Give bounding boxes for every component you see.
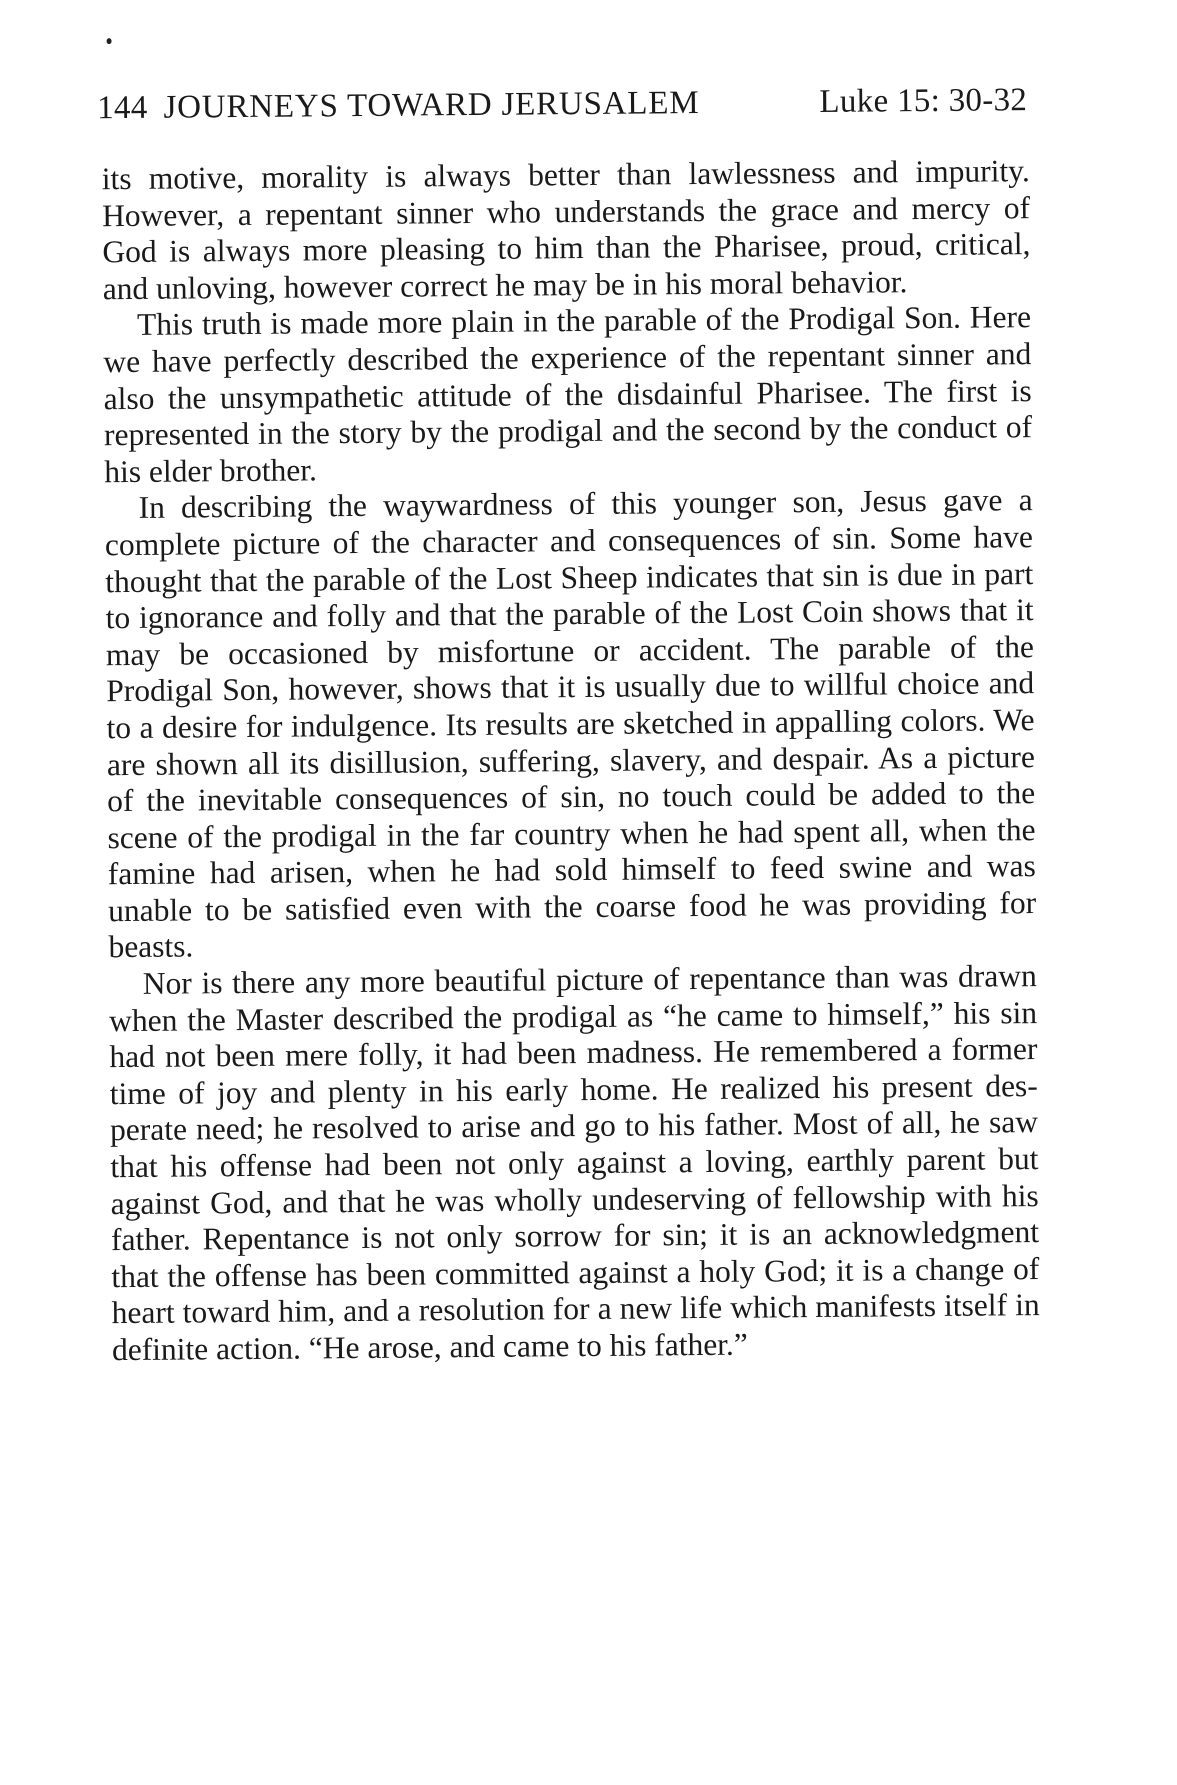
page-header xyxy=(97,80,1027,128)
paragraph-continuation: its motive, morality is always better than lawlessness and impurity. However, a repentant sinner who understands the grace and mercy of God is always more pleasing to him than the Pharisee, proud, critical, and unloving, however correct he may be in his moral behavior. xyxy=(101,153,1031,306)
paragraph: In describing the waywardness of this younger son, Jesus gave a complete picture of the character and consequences of sin. Some have thought that the parable of the Lost Sheep indicates that sin is due in part to ignorance and folly and that the parable of the Lost Coin shows that it may be occasioned by misfortune or accident. The parable of the Prodigal Son, however, shows that it is usually due to willful choice and to a desire for indulgence. Its results are sketched in appalling colors. We are shown all its disillusion, suffering, slavery, and despair. As a picture of the inevitable consequences of sin, no touch could be added to the scene of the prodigal in the far country when he had spent all, when the famine had arisen, when he had sold himself to feed swine and was unable to be satisfied even with the coarse food he was providing for beasts. xyxy=(104,482,1037,965)
paragraph: Nor is there any more beautiful picture of repentance than was drawn when the Master described the prodigal as “he came to himself,” his sin had not been mere folly, it had been madness. He remembered a former time of joy and plenty in his early home. He realized his present desperate need; he resolved to arise and go to his father. Most of all, he saw that his offense had been not only against a loving, earthly parent but against God, and that he was wholly undeserving of fellowship with his father. Repentance is not only sorrow for sin; it is an acknowledgment that the offense has been committed against a holy God; it is a change of heart toward him, and a resolution for a new life which manifests itself in definite action. “He arose, and came to his father.” xyxy=(108,958,1040,1368)
page-number: 144 xyxy=(97,89,148,127)
body-text xyxy=(102,153,1041,1369)
ink-speck xyxy=(107,38,112,44)
paragraph: This truth is made more plain in the parable of the Prodigal Son. Here we have perfectly described the experience of the repentant sinner and also the unsympathetic attitude of the disdainful Pharisee. The first is represented in the story by the prodigal and the second by the conduct of his elder brother. xyxy=(103,299,1033,489)
scripture-reference: Luke 15: 30-32 xyxy=(819,82,1028,120)
running-title: JOURNEYS TOWARD JERUSALEM xyxy=(163,85,700,126)
